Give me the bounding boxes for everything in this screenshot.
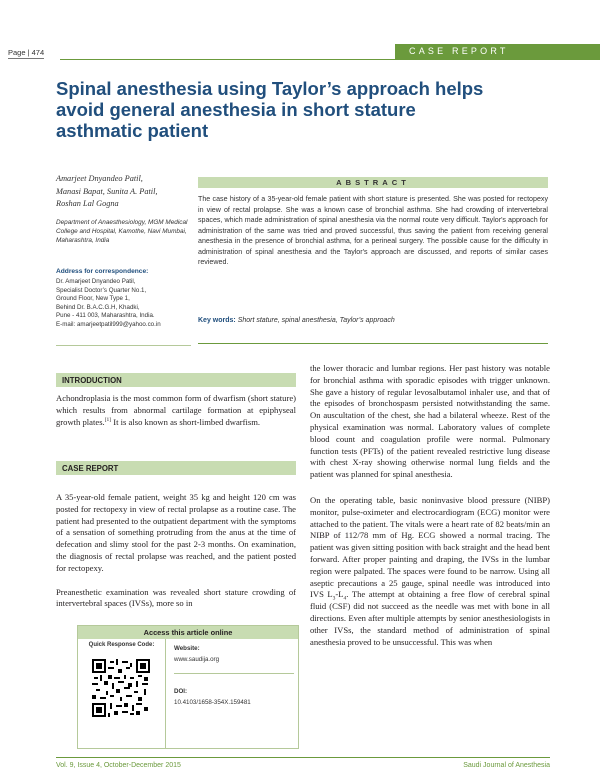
- qr-label: Quick Response Code:: [88, 642, 155, 648]
- abstract-rule: [198, 343, 548, 344]
- article-links: [174, 645, 294, 716]
- divider: [174, 673, 294, 674]
- introduction-text: [56, 393, 296, 440]
- case-report-heading: CASE REPORT: [56, 461, 296, 475]
- introduction-heading: INTRODUCTION: [56, 373, 296, 387]
- qr-code-icon[interactable]: [92, 659, 150, 717]
- access-article-box: [77, 625, 299, 749]
- affiliation: Department of Anaesthesiology, MGM Medical College and Hospital, Kamothe, Navi Mumbai, Maharashtra, India: [56, 219, 188, 244]
- keywords-label: Key words:: [198, 317, 236, 324]
- author-line: Amarjeet Dnyandeo Patil,: [56, 174, 143, 183]
- email-link[interactable]: E-mail: amarjeetpatil999@yahoo.co.in: [56, 320, 161, 328]
- case-report-text: [56, 492, 296, 622]
- right-column-text: [310, 363, 550, 662]
- access-box-heading: Access this article online: [78, 626, 298, 639]
- author-line: Manasi Bapat, Sunita A. Patil,: [56, 186, 158, 196]
- page-number-rule: [8, 58, 44, 59]
- address-line: Behind Dr. B.A.C.G.H, Khadki,: [56, 303, 140, 311]
- website-link[interactable]: www.saudija.org: [174, 656, 220, 663]
- address-line: Dr. Amarjeet Dnyandeo Patil,: [56, 278, 136, 285]
- header-rule: [60, 59, 600, 60]
- paragraph: Preanesthetic examination was revealed short stature crowding of intervertebral spaces (IVSs), more so in: [56, 586, 296, 609]
- paragraph: the lower thoracic and lumbar regions. Her past history was notable for bronchial asthma with sporadic episodes with trigger unknown. She gave a history of regular levosalbutamol inhaler use, and that of the episodes of bronchospasm persisted notwithstanding the same. On auscultation of the chest, she had a bilateral wheeze. Rest of the physical examination was normal. Laboratory values of complete blood count and coagulation profile were normal. Pulmonary function tests (PFTs) of the patient revealed restrictive lung disease with chest X-ray showing otherwise normal lung fields and the patient was planned for spinal anesthesia.: [310, 363, 550, 480]
- section-label-band: CASE REPORT: [395, 44, 600, 59]
- correspondence-address: [56, 278, 196, 330]
- author-line: Roshan Lal Gogna: [56, 199, 119, 208]
- abstract-text: The case history of a 35-year-old female patient with short stature is presented. She was posted for rectopexy in view of rectal prolapse. She was a known case of bronchial asthma. She had crowding of intervertebral spaces, which made administration of spinal anesthesia via the normal route very difficult. Taylor's approach for administration of the same was tried and proved successful, thus saving the patient from receiving general anesthesia in the presence of bronchial asthma, for a perineal surgery. The possible cause for the difficulty in administration of spinal anesthesia and the Taylor's approach are discussed, and reports of similar cases reviewed.: [198, 195, 548, 266]
- paragraph: A 35-year-old female patient, weight 35 kg and height 120 cm was posted for rectopexy in view of rectal prolapse as a routine case. The patient had presented to the outpatient department with the symptoms of a sensation of something protruding from the anus at the time of defecation and slimy stool for the past 2-3 months. On examination, the diagnosis of rectal prolapse was reached, and the patient posted for rectopexy.: [56, 492, 296, 573]
- footer-issue: Vol. 9, Issue 4, October-December 2015: [56, 762, 181, 769]
- address-line: Ground Floor, New Type 1,: [56, 295, 130, 303]
- paragraph: Achondroplasia is the most common form of dwarfism (short stature) which results from abnormal cartilage formation at epiphyseal growth plates.[1] It is also known as short-limbed dwarfism.: [56, 393, 296, 427]
- website-label: Website:: [174, 645, 200, 652]
- qr-panel: [78, 639, 166, 748]
- doi-label: DOI:: [174, 688, 188, 695]
- left-column-rule: [56, 345, 191, 346]
- abstract-heading: ABSTRACT: [198, 177, 548, 188]
- reference-link[interactable]: [1]: [104, 416, 112, 423]
- correspondence-label: Address for correspondence:: [56, 268, 149, 275]
- footer-rule: [56, 757, 550, 758]
- footer-journal: Saudi Journal of Anesthesia: [463, 762, 550, 769]
- address-line: Specialist Doctor’s Quarter No.1,: [56, 286, 147, 294]
- paragraph: On the operating table, basic noninvasive blood pressure (NIBP) monitor, pulse-oximeter and electrocardiogram (ECG) monitor were attached to the patient. The vitals were a heart rate of 82 beats/min an NIBP of 112/78 mm of Hg. ECG showed a normal tracing. The patient was given sitting position with back straight and the head bent forward. After proper painting and draping, the IVSs in the lumbar region were palpated. The spaces were found to be narrow. Using all aseptic precautions a 25 gauge, spinal needle was introduced into IVS $L_3-L_4$. The attempt at obtaining a free flow of cerebral spinal fluid (CSF) did not succeed as the needle was met with bone in all directions. Even after multiple attempts by senior anesthesiologists in other IVSs, the standard method of administration of spinal anesthesia proved to be unsuccessful. This was when: [310, 494, 551, 647]
- page-number: Page | 474: [8, 48, 45, 57]
- doi-link[interactable]: 10.4103/1658-354X.159481: [174, 699, 251, 706]
- keywords-list: Short stature, spinal anesthesia, Taylor’s approach: [237, 317, 395, 324]
- address-line: Pune - 411 003, Maharashtra, India.: [56, 312, 155, 320]
- keywords: [198, 317, 548, 324]
- author-list: [56, 173, 191, 211]
- article-title: Spinal anesthesia using Taylor’s approach helps avoid general anesthesia in short stature asthmatic patient: [56, 78, 484, 141]
